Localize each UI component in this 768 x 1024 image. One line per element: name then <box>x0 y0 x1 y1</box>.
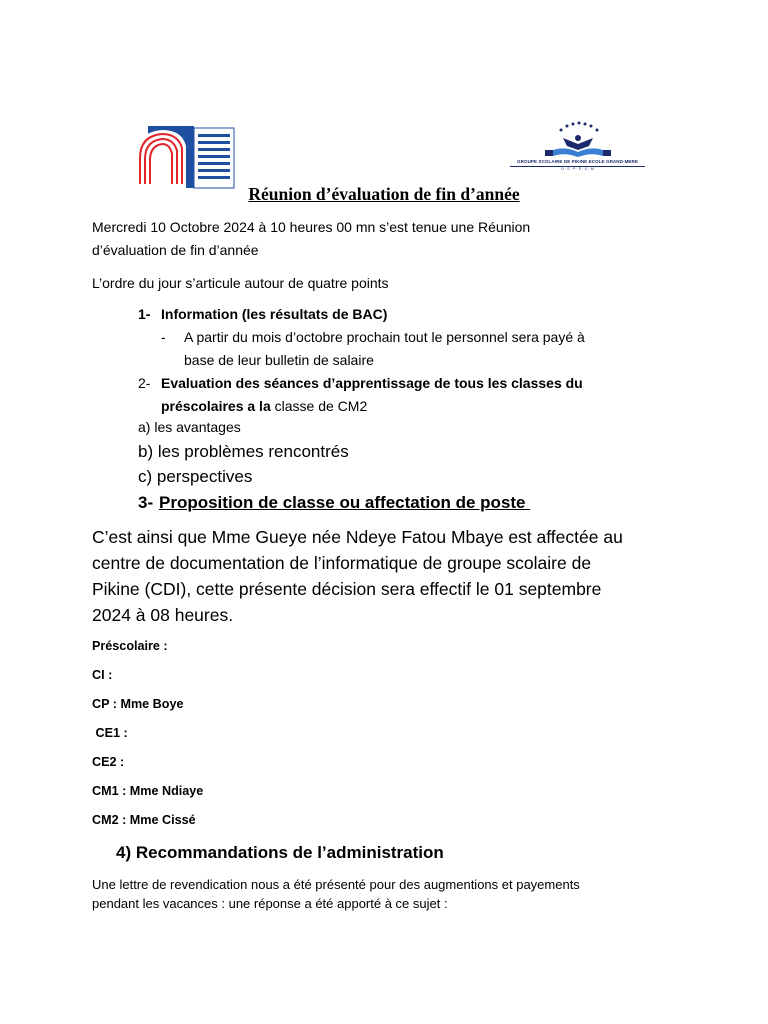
decision-line-4: 2024 à 08 heures. <box>92 605 234 625</box>
point-1-label: Information (les résultats de BAC) <box>161 306 388 322</box>
point-2-label-rest: classe de CM2 <box>270 398 368 414</box>
point-2-sub-a: a) les avantages <box>138 419 241 435</box>
class-cm1: CM1 : Mme Ndiaye <box>92 784 204 798</box>
point-1-dash: - <box>161 329 166 345</box>
point-1-detail-line-2: base de leur bulletin de salaire <box>184 352 374 368</box>
right-logo-text: GROUPE SCOLAIRE DE PIKINE ECOLE GRAND-MERE <box>517 159 638 164</box>
point-2-sub-b: b) les problèmes rencontrés <box>138 442 349 461</box>
document-title: Réunion d’évaluation de fin d’année <box>248 184 520 204</box>
agenda-intro: L’ordre du jour s’articule autour de quatre points <box>92 275 389 291</box>
left-logo <box>134 124 236 190</box>
closing-line-1: Une lettre de revendication nous a été présenté pour des augmentions et payements <box>92 877 580 892</box>
class-cp: CP : Mme Boye <box>92 697 184 711</box>
intro-line-2: d’évaluation de fin d’année <box>92 242 259 258</box>
class-ce1: CE1 : <box>92 726 128 740</box>
point-1-detail-line-1: A partir du mois d’octobre prochain tout le personnel sera payé à <box>184 329 585 345</box>
decision-line-3: Pikine (CDI), cette présente décision sera effectif le 01 septembre <box>92 579 602 599</box>
point-2-sub-c: c) perspectives <box>138 467 253 486</box>
point-1-number: 1- <box>138 306 151 322</box>
right-logo-subtext: D · S · P · É · G · M <box>561 167 594 171</box>
point-2-label-line-1: Evaluation des séances d’apprentissage de tous les classes du <box>161 375 583 391</box>
point-3-number: 3- <box>138 493 154 512</box>
point-2-label-line-2 <box>161 395 367 417</box>
point-3-label: Proposition de classe ou affectation de poste <box>159 493 531 512</box>
closing-line-2: pendant les vacances : une réponse a été apporté à ce sujet : <box>92 896 448 911</box>
intro-line-1: Mercredi 10 Octobre 2024 à 10 heures 00 mn s’est tenue une Réunion <box>92 219 531 235</box>
point-2-number: 2- <box>138 375 151 391</box>
class-prescolaire: Préscolaire : <box>92 639 168 653</box>
right-logo <box>505 120 650 172</box>
class-cm2: CM2 : Mme Cissé <box>92 813 196 827</box>
decision-line-2: centre de documentation de l’informatique de groupe scolaire de <box>92 553 592 573</box>
point-2-label-bold: préscolaires a la <box>161 398 271 414</box>
point-4-heading: 4) Recommandations de l’administration <box>116 843 444 862</box>
class-ce2: CE2 : <box>92 755 125 769</box>
class-ci: CI : <box>92 668 113 682</box>
decision-line-1: C’est ainsi que Mme Gueye née Ndeye Fatou Mbaye est affectée au <box>92 527 623 547</box>
